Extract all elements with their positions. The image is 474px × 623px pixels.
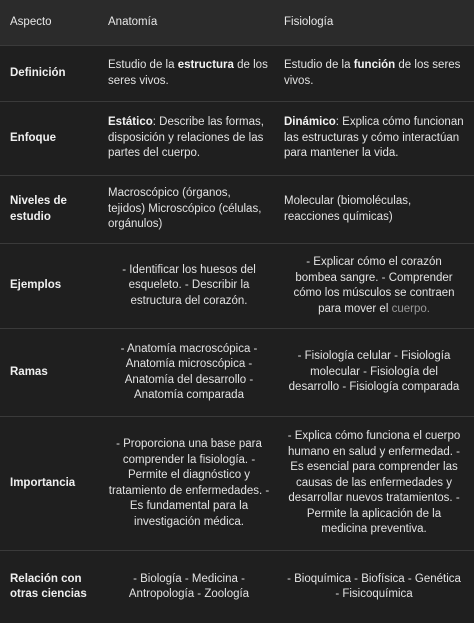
table-row	[0, 551, 474, 623]
anatomia-definicion	[100, 58, 276, 89]
fisiologia-niveles: Molecular (biomoléculas, reacciones químicas)	[284, 195, 412, 223]
aspect-importancia: Importancia	[10, 476, 76, 489]
text-post: de los seres vivos.	[108, 59, 268, 87]
table-header-row	[0, 0, 474, 46]
header-fisiologia: Fisiología	[284, 15, 334, 28]
text-post: de los seres vivos.	[284, 59, 461, 87]
text-bold: Dinámico	[284, 116, 336, 129]
text-pre: Estudio de la	[108, 59, 178, 71]
anatomia-importancia: - Proporciona una base para comprender la fisiología. - Permite el diagnóstico y tratamiento de enfermedades. - Es fundamental para la investigación médica.	[108, 438, 270, 528]
anatomia-ejemplos: - Identificar los huesos del esqueleto. - Describir la estructura del corazón.	[122, 263, 256, 307]
text-main: - Explicar cómo el corazón bombea sangre. - Comprender cómo los músculos se contraen para mover el	[293, 256, 455, 315]
fisiologia-ejemplos	[276, 255, 474, 317]
text-dim: cuerpo.	[391, 302, 430, 315]
header-anatomia: Anatomía	[108, 15, 158, 28]
table-row	[0, 417, 474, 551]
text-bold: función	[353, 59, 396, 71]
table-row	[0, 329, 474, 417]
fisiologia-definicion	[276, 58, 474, 89]
fisiologia-importancia: - Explica cómo funciona el cuerpo humano en salud y enfermedad. - Es esencial para comprender las causas de las enfermedades y desarrollar nuevos tratamientos. - Permite la aplicación de la medicina preventiva.	[287, 430, 461, 536]
text-post: : Describe las formas, disposición y relaciones de las partes del cuerpo.	[108, 116, 264, 160]
aspect-enfoque: Enfoque	[10, 131, 56, 144]
aspect-ramas: Ramas	[10, 365, 48, 378]
table-row	[0, 244, 474, 329]
aspect-ejemplos: Ejemplos	[10, 279, 62, 292]
text-bold: Estático	[108, 116, 153, 129]
anatomia-relacion: - Biología - Medicina - Antropología - Zoología	[128, 572, 250, 600]
anatomia-ramas: - Anatomía macroscópica - Anatomía microscópica - Anatomía del desarrollo - Anatomía comparada	[120, 342, 258, 401]
fisiologia-ramas: - Fisiología celular - Fisiología molecular - Fisiología del desarrollo - Fisiología comparada	[288, 350, 460, 394]
table-row	[0, 46, 474, 102]
text-pre: Estudio de la	[284, 59, 354, 71]
header-aspecto: Aspecto	[10, 15, 52, 28]
fisiologia-relacion: - Bioquímica - Biofísica - Genética - Fisicoquímica	[287, 572, 461, 600]
aspect-niveles: Niveles de estudio	[10, 195, 67, 223]
aspect-definicion: Definición	[10, 66, 66, 79]
text-bold: estructura	[177, 59, 234, 71]
anatomia-niveles: Macroscópico (órganos, tejidos) Microscópico (células, orgánulos)	[108, 187, 262, 231]
aspect-relacion: Relación con otras ciencias	[10, 572, 87, 600]
table-row	[0, 176, 474, 244]
text-post: : Explica cómo funcionan las estructuras y cómo interactúan para mantener la vida.	[284, 116, 464, 160]
table-row	[0, 102, 474, 176]
anatomia-enfoque	[100, 115, 276, 162]
fisiologia-enfoque	[276, 115, 474, 162]
